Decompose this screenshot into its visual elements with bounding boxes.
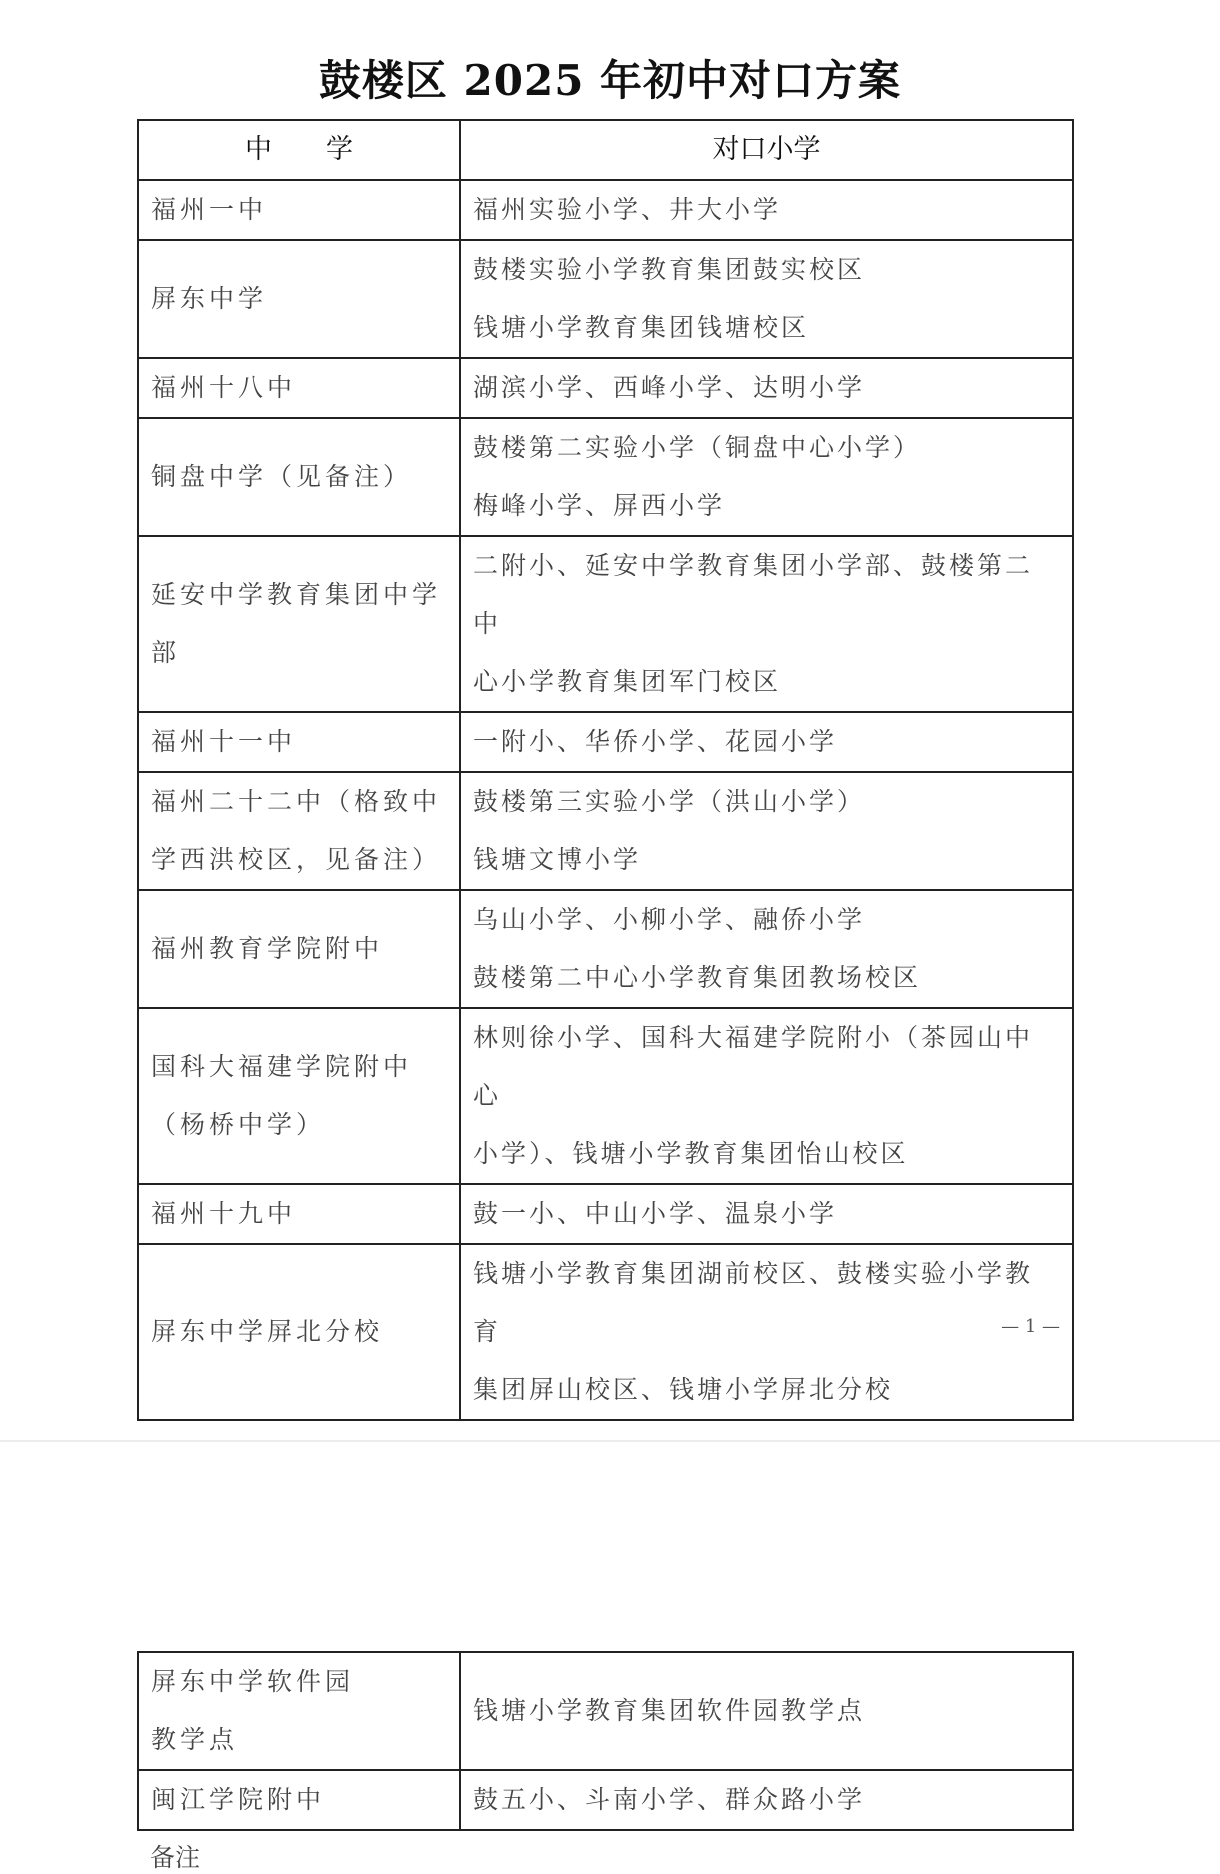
middle-school-name: 学西洪校区，见备注） (151, 845, 442, 874)
middle-school-name: 铜盘中学（见备注） (151, 462, 413, 491)
table-row (138, 358, 1073, 418)
primary-school-names: 林则徐小学、国科大福建学院附小（茶园山中心 (473, 1023, 1034, 1110)
middle-school-cell (138, 1184, 460, 1244)
table-body (138, 180, 1073, 1420)
primary-school-names: 一附小、华侨小学、花园小学 (473, 727, 838, 756)
middle-school-name: 屏东中学 (151, 284, 268, 313)
primary-schools-cell (460, 1184, 1073, 1244)
middle-school-cell (138, 358, 460, 418)
primary-school-names: 钱塘小学教育集团钱塘校区 (473, 313, 810, 342)
primary-schools-cell (460, 1770, 1073, 1830)
middle-school-name: 屏东中学屏北分校 (151, 1317, 384, 1346)
middle-school-name: 教学点 (151, 1725, 239, 1754)
primary-schools-cell (460, 1244, 1073, 1420)
middle-school-name: 福州二十二中（格致中 (151, 787, 442, 816)
page-number: — 1 — (1001, 1316, 1060, 1337)
note-label: 备注 (150, 1843, 201, 1872)
primary-school-names: 湖滨小学、西峰小学、达明小学 (473, 373, 866, 402)
primary-school-names: 钱塘小学教育集团湖前校区、鼓楼实验小学教育 (473, 1259, 1034, 1346)
table-row (138, 1770, 1073, 1830)
table-row (138, 536, 1073, 712)
table-row (138, 418, 1073, 536)
middle-school-cell (138, 418, 460, 536)
primary-schools-cell (460, 180, 1073, 240)
matching-table-continued (137, 1651, 1074, 1831)
primary-school-names: 鼓楼第二中心小学教育集团教场校区 (473, 963, 922, 992)
middle-school-name: 屏东中学软件园 (151, 1667, 355, 1696)
middle-school-cell (138, 536, 460, 712)
primary-schools-cell (460, 358, 1073, 418)
primary-school-names: 鼓楼第二实验小学（铜盘中心小学） (473, 433, 922, 462)
primary-schools-cell (460, 240, 1073, 358)
middle-school-name: 国科大福建学院附中 (151, 1052, 413, 1081)
primary-schools-cell (460, 890, 1073, 1008)
middle-school-name: 延安中学教育集团中学 (151, 580, 442, 609)
middle-school-name: 福州十八中 (151, 373, 297, 402)
middle-school-name: 闽江学院附中 (151, 1785, 326, 1814)
header-primary-schools: 对口小学 (460, 120, 1073, 180)
primary-school-names: 鼓一小、中山小学、温泉小学 (473, 1199, 838, 1228)
table-row (138, 712, 1073, 772)
middle-school-cell (138, 240, 460, 358)
page-title: 鼓楼区 2025 年初中对口方案 (318, 56, 902, 105)
primary-schools-cell (460, 418, 1073, 536)
primary-school-names: 二附小、延安中学教育集团小学部、鼓楼第二中 (473, 551, 1034, 638)
middle-school-cell (138, 1008, 460, 1184)
middle-school-cell (138, 1652, 460, 1770)
header-middle-school: 中 学 (138, 120, 460, 180)
primary-schools-cell (460, 1652, 1073, 1770)
table-row (138, 1652, 1073, 1770)
table-row (138, 1244, 1073, 1420)
primary-school-names: 心小学教育集团军门校区 (473, 667, 782, 696)
primary-schools-cell (460, 536, 1073, 712)
middle-school-cell (138, 890, 460, 1008)
primary-school-names: 鼓五小、斗南小学、群众路小学 (473, 1785, 866, 1814)
primary-school-names: 乌山小学、小柳小学、融侨小学 (473, 905, 866, 934)
middle-school-cell (138, 180, 460, 240)
primary-school-names: 鼓楼第三实验小学（洪山小学） (473, 787, 866, 816)
middle-school-name: 福州一中 (151, 195, 268, 224)
middle-school-cell (138, 772, 460, 890)
primary-school-names: 集团屏山校区、钱塘小学屏北分校 (473, 1375, 894, 1404)
table-body (138, 1652, 1073, 1830)
primary-school-names: 钱塘小学教育集团软件园教学点 (473, 1696, 866, 1725)
primary-school-names: 福州实验小学、井大小学 (473, 195, 782, 224)
middle-school-name: （杨桥中学） (151, 1110, 326, 1139)
table-row (138, 180, 1073, 240)
middle-school-name: 福州教育学院附中 (151, 934, 384, 963)
table-row (138, 1008, 1073, 1184)
primary-schools-cell (460, 1008, 1073, 1184)
middle-school-cell (138, 1244, 460, 1420)
primary-school-names: 鼓楼实验小学教育集团鼓实校区 (473, 255, 866, 284)
primary-schools-cell (460, 772, 1073, 890)
primary-school-names: 小学）、钱塘小学教育集团怡山校区 (473, 1139, 909, 1168)
table-row (138, 1184, 1073, 1244)
primary-school-names: 梅峰小学、屏西小学 (473, 491, 726, 520)
table-row (138, 240, 1073, 358)
table-row (138, 890, 1073, 1008)
table-row (138, 772, 1073, 890)
middle-school-name: 福州十一中 (151, 727, 297, 756)
middle-school-name: 部 (151, 638, 181, 667)
primary-school-names: 钱塘文博小学 (473, 845, 642, 874)
middle-school-cell (138, 712, 460, 772)
matching-table (137, 119, 1074, 1421)
middle-school-name: 福州十九中 (151, 1199, 297, 1228)
table-header-row (138, 120, 1073, 180)
primary-schools-cell (460, 712, 1073, 772)
middle-school-cell (138, 1770, 460, 1830)
